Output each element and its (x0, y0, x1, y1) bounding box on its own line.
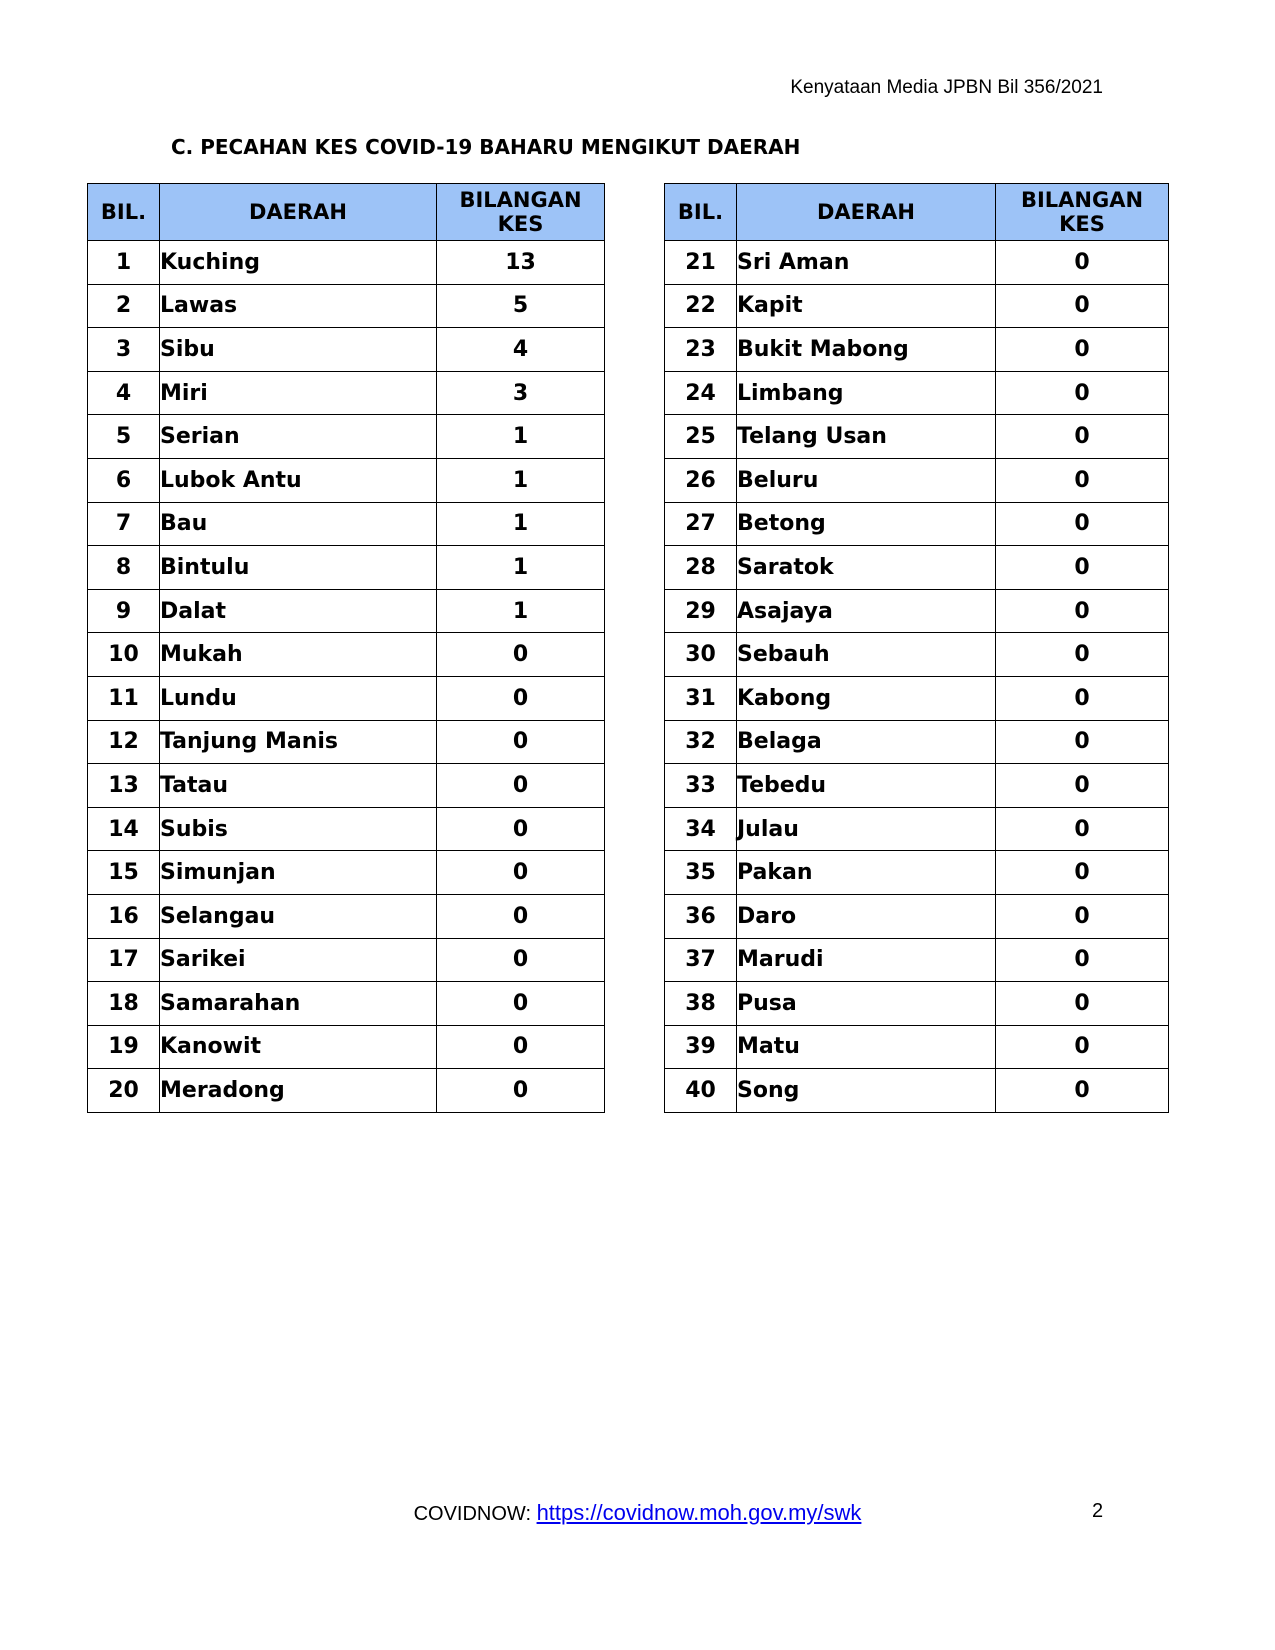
daerah-cell: Sri Aman (737, 241, 996, 285)
cases-cell: 0 (996, 982, 1169, 1026)
cases-cell: 0 (996, 1025, 1169, 1069)
bil-cell: 29 (665, 589, 737, 633)
table-row (88, 894, 605, 938)
cases-cell: 5 (437, 284, 605, 328)
bil-cell: 23 (665, 328, 737, 372)
daerah-cell: Sibu (160, 328, 437, 372)
daerah-cell: Selangau (160, 894, 437, 938)
table-row (88, 502, 605, 546)
bil-cell: 1 (88, 241, 160, 285)
table-row (665, 284, 1169, 328)
cases-cell: 0 (437, 633, 605, 677)
daerah-cell: Lundu (160, 676, 437, 720)
daerah-cell: Simunjan (160, 851, 437, 895)
daerah-cell: Julau (737, 807, 996, 851)
table-row (665, 502, 1169, 546)
bil-cell: 13 (88, 764, 160, 808)
bil-cell: 5 (88, 415, 160, 459)
cases-cell: 0 (996, 720, 1169, 764)
bil-cell: 20 (88, 1069, 160, 1113)
covidnow-link[interactable]: https://covidnow.moh.gov.my/swk (536, 1500, 862, 1525)
cases-cell: 0 (437, 851, 605, 895)
table-row (665, 894, 1169, 938)
daerah-cell: Subis (160, 807, 437, 851)
daerah-cell: Matu (737, 1025, 996, 1069)
column-header-daerah: DAERAH (737, 184, 996, 241)
bil-cell: 14 (88, 807, 160, 851)
daerah-cell: Pakan (737, 851, 996, 895)
bil-cell: 32 (665, 720, 737, 764)
cases-cell: 0 (996, 502, 1169, 546)
daerah-cell: Mukah (160, 633, 437, 677)
cases-cell: 13 (437, 241, 605, 285)
table-row (665, 633, 1169, 677)
column-header-bilangan-kes (996, 184, 1169, 241)
cases-cell: 0 (996, 589, 1169, 633)
cases-cell: 0 (996, 764, 1169, 808)
cases-cell: 4 (437, 328, 605, 372)
cases-cell: 0 (437, 938, 605, 982)
column-header-bil: BIL. (88, 184, 160, 241)
table-row (665, 982, 1169, 1026)
document-reference: Kenyataan Media JPBN Bil 356/2021 (790, 77, 1103, 98)
daerah-cell: Marudi (737, 938, 996, 982)
daerah-cell: Kapit (737, 284, 996, 328)
cases-cell: 0 (437, 894, 605, 938)
cases-cell: 0 (437, 764, 605, 808)
daerah-cell: Kabong (737, 676, 996, 720)
cases-cell: 0 (437, 1069, 605, 1113)
bil-cell: 17 (88, 938, 160, 982)
table-row (665, 764, 1169, 808)
column-header-bilangan: BILANGAN (459, 188, 582, 212)
bil-cell: 28 (665, 546, 737, 590)
footer-prefix: COVIDNOW: (413, 1503, 537, 1525)
table-row (665, 328, 1169, 372)
table-header-row (665, 184, 1169, 241)
bil-cell: 18 (88, 982, 160, 1026)
bil-cell: 3 (88, 328, 160, 372)
bil-cell: 15 (88, 851, 160, 895)
daerah-cell: Sarikei (160, 938, 437, 982)
section-title: C. PECAHAN KES COVID-19 BAHARU MENGIKUT DAERAH (171, 135, 801, 159)
bil-cell: 38 (665, 982, 737, 1026)
footer (0, 1500, 1275, 1526)
table-row (665, 807, 1169, 851)
cases-cell: 0 (996, 415, 1169, 459)
cases-cell: 1 (437, 415, 605, 459)
bil-cell: 34 (665, 807, 737, 851)
cases-cell: 3 (437, 371, 605, 415)
bil-cell: 12 (88, 720, 160, 764)
bil-cell: 25 (665, 415, 737, 459)
bil-cell: 39 (665, 1025, 737, 1069)
table-row (665, 241, 1169, 285)
table-row (88, 589, 605, 633)
daerah-cell: Asajaya (737, 589, 996, 633)
column-header-bilangan-kes (437, 184, 605, 241)
column-header-bil: BIL. (665, 184, 737, 241)
table-row (665, 1025, 1169, 1069)
bil-cell: 40 (665, 1069, 737, 1113)
daerah-cell: Lawas (160, 284, 437, 328)
bil-cell: 21 (665, 241, 737, 285)
cases-cell: 0 (996, 241, 1169, 285)
daerah-cell: Kanowit (160, 1025, 437, 1069)
bil-cell: 30 (665, 633, 737, 677)
bil-cell: 37 (665, 938, 737, 982)
cases-cell: 0 (996, 458, 1169, 502)
cases-cell: 1 (437, 546, 605, 590)
cases-cell: 1 (437, 458, 605, 502)
table-row (88, 415, 605, 459)
table-row (88, 676, 605, 720)
daerah-cell: Song (737, 1069, 996, 1113)
table-row (665, 371, 1169, 415)
table-row (665, 851, 1169, 895)
daerah-cell: Saratok (737, 546, 996, 590)
table-row (88, 284, 605, 328)
daerah-cell: Bau (160, 502, 437, 546)
cases-cell: 1 (437, 589, 605, 633)
cases-cell: 0 (996, 938, 1169, 982)
column-header-bilangan: BILANGAN (1020, 188, 1144, 212)
table-row (665, 458, 1169, 502)
bil-cell: 16 (88, 894, 160, 938)
bil-cell: 33 (665, 764, 737, 808)
cases-cell: 0 (437, 676, 605, 720)
cases-cell: 0 (437, 1025, 605, 1069)
cases-cell: 1 (437, 502, 605, 546)
daerah-cell: Lubok Antu (160, 458, 437, 502)
table-row (88, 241, 605, 285)
table-row (665, 720, 1169, 764)
bil-cell: 10 (88, 633, 160, 677)
daerah-cell: Betong (737, 502, 996, 546)
daerah-cell: Meradong (160, 1069, 437, 1113)
bil-cell: 4 (88, 371, 160, 415)
bil-cell: 8 (88, 546, 160, 590)
cases-cell: 0 (996, 676, 1169, 720)
cases-cell: 0 (996, 284, 1169, 328)
district-table-right (664, 183, 1169, 1113)
daerah-cell: Samarahan (160, 982, 437, 1026)
table-row (665, 938, 1169, 982)
table-row (665, 589, 1169, 633)
cases-cell: 0 (996, 633, 1169, 677)
table-row (88, 458, 605, 502)
daerah-cell: Tebedu (737, 764, 996, 808)
daerah-cell: Dalat (160, 589, 437, 633)
table-row (88, 633, 605, 677)
daerah-cell: Serian (160, 415, 437, 459)
bil-cell: 27 (665, 502, 737, 546)
cases-cell: 0 (437, 982, 605, 1026)
bil-cell: 9 (88, 589, 160, 633)
bil-cell: 36 (665, 894, 737, 938)
table-header-row (88, 184, 605, 241)
table-row (88, 371, 605, 415)
cases-cell: 0 (996, 371, 1169, 415)
cases-cell: 0 (996, 328, 1169, 372)
column-header-kes: KES (497, 212, 544, 236)
table-row (665, 1069, 1169, 1113)
bil-cell: 26 (665, 458, 737, 502)
daerah-cell: Bintulu (160, 546, 437, 590)
bil-cell: 31 (665, 676, 737, 720)
table-row (88, 328, 605, 372)
daerah-cell: Sebauh (737, 633, 996, 677)
bil-cell: 24 (665, 371, 737, 415)
bil-cell: 2 (88, 284, 160, 328)
daerah-cell: Tatau (160, 764, 437, 808)
bil-cell: 19 (88, 1025, 160, 1069)
cases-cell: 0 (437, 720, 605, 764)
column-header-kes: KES (1059, 212, 1105, 236)
cases-cell: 0 (996, 546, 1169, 590)
daerah-cell: Bukit Mabong (737, 328, 996, 372)
bil-cell: 22 (665, 284, 737, 328)
cases-cell: 0 (996, 1069, 1169, 1113)
table-row (88, 1069, 605, 1113)
bil-cell: 35 (665, 851, 737, 895)
table-row (88, 1025, 605, 1069)
table-row (88, 546, 605, 590)
daerah-cell: Belaga (737, 720, 996, 764)
table-row (665, 676, 1169, 720)
cases-cell: 0 (996, 851, 1169, 895)
table-row (88, 807, 605, 851)
table-row (88, 764, 605, 808)
table-row (88, 851, 605, 895)
daerah-cell: Beluru (737, 458, 996, 502)
table-row (665, 415, 1169, 459)
table-row (88, 720, 605, 764)
bil-cell: 11 (88, 676, 160, 720)
table-row (88, 938, 605, 982)
cases-cell: 0 (996, 894, 1169, 938)
bil-cell: 7 (88, 502, 160, 546)
daerah-cell: Limbang (737, 371, 996, 415)
column-header-daerah: DAERAH (160, 184, 437, 241)
district-table-left (87, 183, 605, 1113)
cases-cell: 0 (437, 807, 605, 851)
daerah-cell: Telang Usan (737, 415, 996, 459)
daerah-cell: Miri (160, 371, 437, 415)
daerah-cell: Tanjung Manis (160, 720, 437, 764)
cases-cell: 0 (996, 807, 1169, 851)
table-row (665, 546, 1169, 590)
daerah-cell: Daro (737, 894, 996, 938)
table-row (88, 982, 605, 1026)
daerah-cell: Pusa (737, 982, 996, 1026)
bil-cell: 6 (88, 458, 160, 502)
daerah-cell: Kuching (160, 241, 437, 285)
page-number: 2 (1092, 1500, 1104, 1522)
